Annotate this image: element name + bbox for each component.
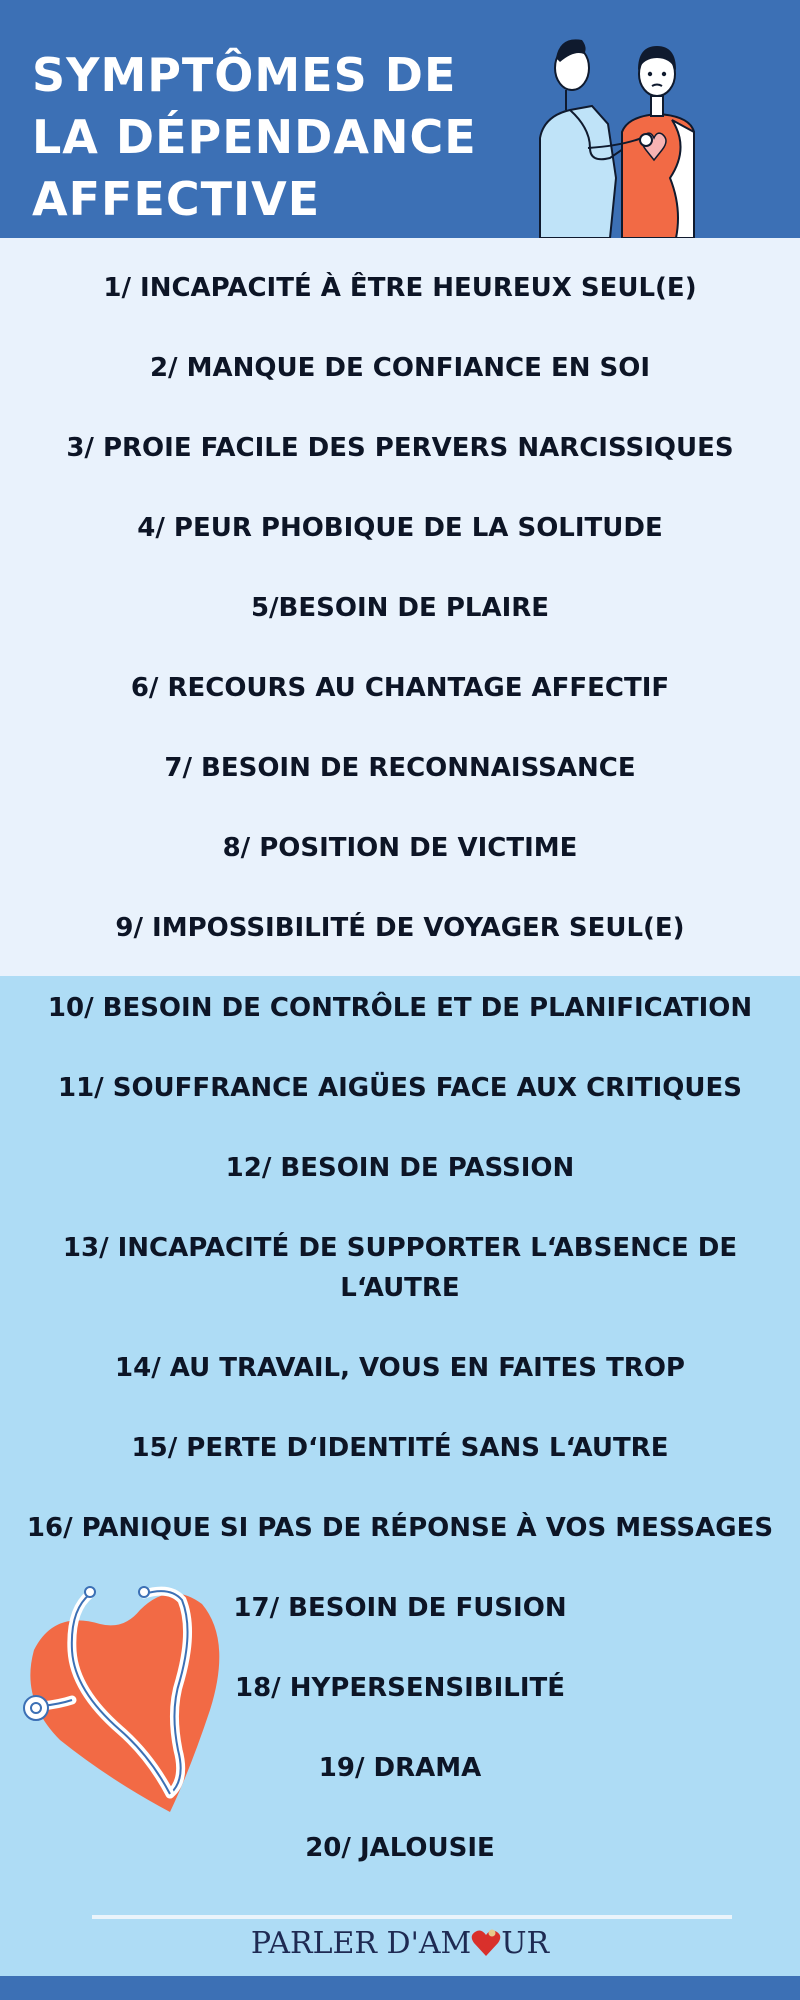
- symptom-3: 3/ PROIE FACILE DES PERVERS NARCISSIQUES: [66, 433, 734, 463]
- symptom-20: 20/ JALOUSIE: [305, 1833, 495, 1863]
- symptoms-section-bottom: [0, 976, 800, 1976]
- heart-icon: [471, 1929, 501, 1957]
- symptom-17: 17/ BESOIN DE FUSION: [233, 1593, 567, 1623]
- symptom-15: 15/ PERTE D‘IDENTITÉ SANS L‘AUTRE: [131, 1433, 669, 1463]
- brand-logo: [250, 1922, 550, 1966]
- symptom-5: 5/BESOIN DE PLAIRE: [250, 593, 550, 623]
- symptom-13: 13/ INCAPACITÉ DE SUPPORTER L‘ABSENCE DE L‘AUTRE: [62, 1233, 738, 1303]
- symptom-16: 16/ PANIQUE SI PAS DE RÉPONSE À VOS MESSAGES: [26, 1513, 774, 1543]
- symptom-9: 9/ IMPOSSIBILITÉ DE VOYAGER SEUL(E): [115, 913, 685, 943]
- symptom-8: 8/ POSITION DE VICTIME: [222, 833, 578, 863]
- symptom-12: 12/ BESOIN DE PASSION: [225, 1153, 575, 1183]
- symptom-14: 14/ AU TRAVAIL, VOUS EN FAITES TROP: [115, 1353, 685, 1383]
- symptom-6: 6/ RECOURS AU CHANTAGE AFFECTIF: [130, 673, 670, 703]
- title-line-1: SYMPTÔMES DE: [32, 48, 457, 102]
- symptom-1: 1/ INCAPACITÉ À ÊTRE HEUREUX SEUL(E): [103, 273, 697, 303]
- heart-stethoscope-illustration: [20, 1580, 230, 1815]
- brand-name-start: PARLER D'AM: [250, 1926, 472, 1961]
- symptom-11: 11/ SOUFFRANCE AIGÜES FACE AUX CRITIQUES: [58, 1073, 742, 1103]
- title-line-2: LA DÉPENDANCE: [32, 110, 477, 164]
- symptom-18: 18/ HYPERSENSIBILITÉ: [234, 1673, 566, 1703]
- footer-divider: [92, 1915, 732, 1919]
- doctor-patient-illustration: [530, 28, 710, 238]
- symptom-2: 2/ MANQUE DE CONFIANCE EN SOI: [149, 353, 651, 383]
- symptom-4: 4/ PEUR PHOBIQUE DE LA SOLITUDE: [137, 513, 663, 543]
- brand-name-end: UR: [501, 1926, 550, 1961]
- title-line-3: AFFECTIVE: [32, 172, 321, 226]
- symptom-19: 19/ DRAMA: [318, 1753, 482, 1783]
- symptom-7: 7/ BESOIN DE RECONNAISSANCE: [164, 753, 636, 783]
- symptom-10: 10/ BESOIN DE CONTRÔLE ET DE PLANIFICATION: [47, 993, 753, 1023]
- footer-bar: [0, 1976, 800, 2000]
- page-title: [32, 44, 512, 230]
- brand-name: [251, 1926, 549, 1961]
